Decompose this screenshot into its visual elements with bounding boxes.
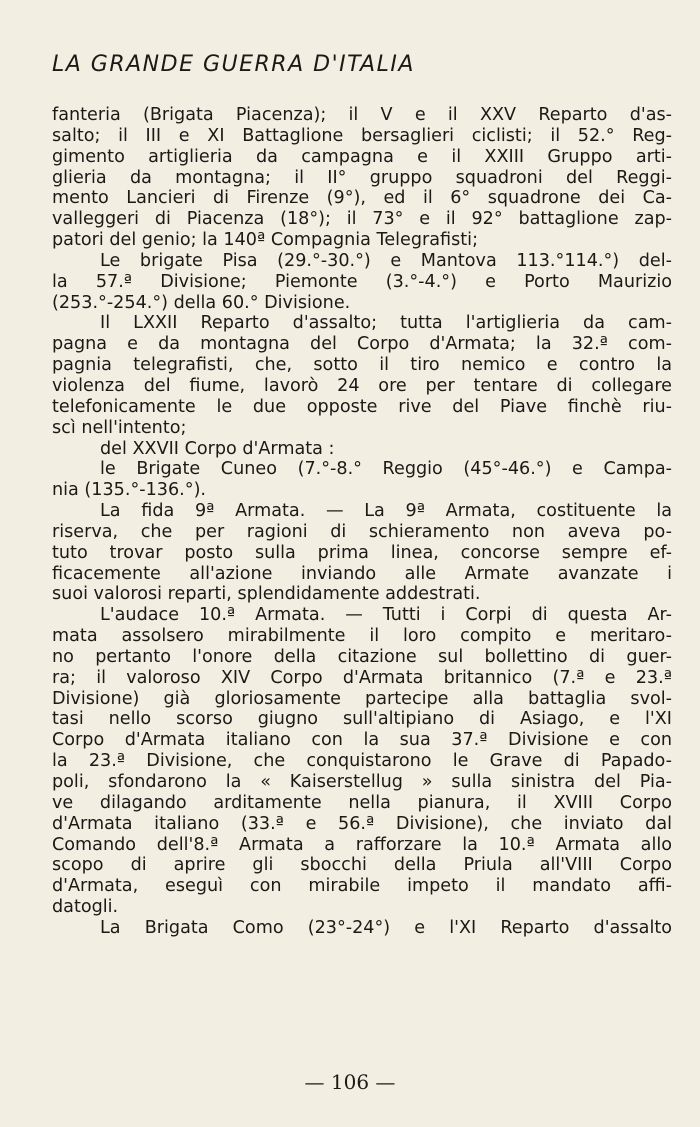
text-line: scopo di aprire gli sbocchi della Priula all'VIII Corpo — [52, 855, 672, 876]
text-line: Le brigate Pisa (29.°-30.°) e Mantova 113.°114.°) del- — [100, 250, 672, 271]
running-header: LA GRANDE GUERRA D'ITALIA — [52, 52, 415, 77]
text-line: glieria da montagna; il II° gruppo squadroni del Reggi- — [52, 167, 672, 188]
text-line: gimento artiglieria da campagna e il XXIII Gruppo arti- — [52, 146, 672, 167]
text-line: d'Armata, eseguì con mirabile impeto il mandato affi- — [52, 876, 672, 897]
text-line: pagnia telegrafisti, che, sotto il tiro nemico e contro la — [52, 355, 672, 376]
text-line: ficacemente all'azione inviando alle Armate avanzate i — [52, 563, 672, 584]
text-line: pagna e da montagna del Corpo d'Armata; la 32.ª com- — [52, 334, 672, 355]
text-line: ve dilagando arditamente nella pianura, il XVIII Corpo — [52, 792, 672, 813]
text-line: La Brigata Como (23°-24°) e l'XI Reparto d'assalto — [100, 917, 672, 938]
text-line: Comando dell'8.ª Armata a rafforzare la 10.ª Armata allo — [52, 834, 672, 855]
text-line: valleggeri di Piacenza (18°); il 73° e il 92° battaglione zap- — [52, 209, 672, 230]
text-line: scì nell'intento; — [52, 417, 187, 438]
text-line: mento Lancieri di Firenze (9°), ed il 6° squadrone dei Ca- — [52, 188, 672, 209]
text-line: La fida 9ª Armata. — La 9ª Armata, costituente la — [100, 501, 672, 522]
text-line: (253.°-254.°) della 60.° Divisione. — [52, 292, 351, 313]
text-line: suoi valorosi reparti, splendidamente addestrati. — [52, 584, 481, 605]
text-line: tasi nello scorso giugno sull'altipiano di Asiago, e l'XI — [52, 709, 672, 730]
text-line: ra; il valoroso XIV Corpo d'Armata britannico (7.ª e 23.ª — [52, 667, 672, 688]
text-line: patori del genio; la 140ª Compagnia Telegrafisti; — [52, 230, 478, 251]
text-line: mata assolsero mirabilmente il loro compito e meritaro- — [52, 626, 672, 647]
text-line: le Brigate Cuneo (7.°-8.° Reggio (45°-46.°) e Campa- — [100, 459, 672, 480]
text-line: datogli. — [52, 897, 119, 918]
text-line: telefonicamente le due opposte rive del Piave finchè riu- — [52, 396, 672, 417]
text-line: d'Armata italiano (33.ª e 56.ª Divisione), che inviato dal — [52, 813, 672, 834]
text-line: fanteria (Brigata Piacenza); il V e il XXV Reparto d'as- — [52, 105, 672, 125]
text-line: Corpo d'Armata italiano con la sua 37.ª Divisione e con — [52, 730, 672, 751]
text-line: no pertanto l'onore della citazione sul bollettino di guer- — [52, 646, 672, 667]
text-line: nia (135.°-136.°). — [52, 480, 207, 501]
text-line: del XXVII Corpo d'Armata : — [100, 438, 335, 459]
page-number: — 106 — — [304, 1070, 396, 1094]
text-line: poli, sfondarono la « Kaiserstellug » sulla sinistra del Pia- — [52, 772, 672, 792]
text-line: Divisione) già gloriosamente partecipe alla battaglia svol- — [52, 688, 672, 709]
text-line: la 23.ª Divisione, che conquistarono le Grave di Papado- — [52, 751, 672, 772]
text-line: L'audace 10.ª Armata. — Tutti i Corpi di questa Ar- — [100, 605, 672, 626]
text-line: violenza del fiume, lavorò 24 ore per tentare di collegare — [52, 375, 672, 396]
text-line: riserva, che per ragioni di schieramento non aveva po- — [52, 521, 672, 542]
text-line: Il LXXII Reparto d'assalto; tutta l'artiglieria da cam- — [100, 313, 672, 334]
text-line: salto; il III e XI Battaglione bersaglieri ciclisti; il 52.° Reg- — [52, 125, 672, 146]
text-line: tuto trovar posto sulla prima linea, concorse sempre ef- — [52, 542, 672, 563]
body-text — [52, 105, 672, 939]
text-line: la 57.ª Divisione; Piemonte (3.°-4.°) e Porto Maurizio — [52, 271, 672, 292]
